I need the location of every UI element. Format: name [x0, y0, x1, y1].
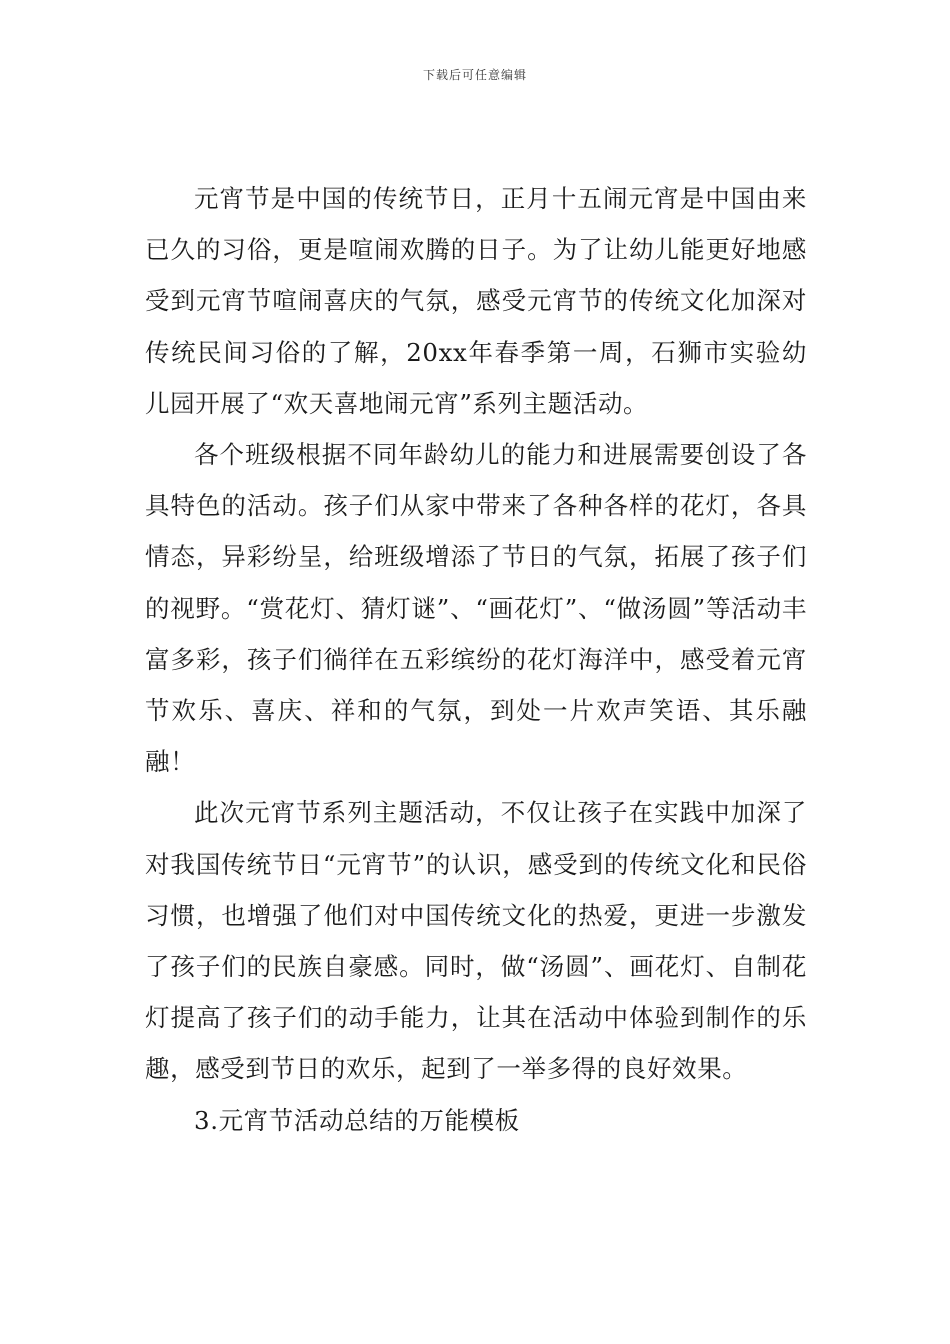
section-heading: 3.元宵节活动总结的万能模板: [194, 1105, 520, 1135]
document-body: [145, 173, 807, 1146]
paragraph-3: 此次元宵节系列主题活动，不仅让孩子在实践中加深了对我国传统节日“元宵节”的认识，感受到的传统文化和民俗习惯，也增强了他们对中国传统文化的热爱，更进一步激发了孩子们的民族自豪感。同时，做“汤圆”、画花灯、自制花灯提高了孩子们的动手能力，让其在活动中体验到制作的乐趣，感受到节日的欢乐，起到了一举多得的良好效果。: [145, 798, 807, 1084]
page-header: 下载后可任意编辑: [422, 68, 527, 82]
paragraph-2: 各个班级根据不同年龄幼儿的能力和进展需要创设了各具特色的活动。孩子们从家中带来了各种各样的花灯，各具情态，异彩纷呈，给班级增添了节日的气氛，拓展了孩子们的视野。“赏花灯、猜灯谜”、“画花灯”、“做汤圆”等活动丰富多彩，孩子们徜徉在五彩缤纷的花灯海洋中，感受着元宵节欢乐、喜庆、祥和的气氛，到处一片欢声笑语、其乐融融！: [145, 440, 807, 777]
paragraph-1: 元宵节是中国的传统节日，正月十五闹元宵是中国由来已久的习俗，更是喧闹欢腾的日子。为了让幼儿能更好地感受到元宵节喧闹喜庆的气氛，感受元宵节的传统文化加深对传统民间习俗的了解，20xx年春季第一周，石狮市实验幼儿园开展了“欢天喜地闹元宵”系列主题活动。: [145, 184, 807, 418]
